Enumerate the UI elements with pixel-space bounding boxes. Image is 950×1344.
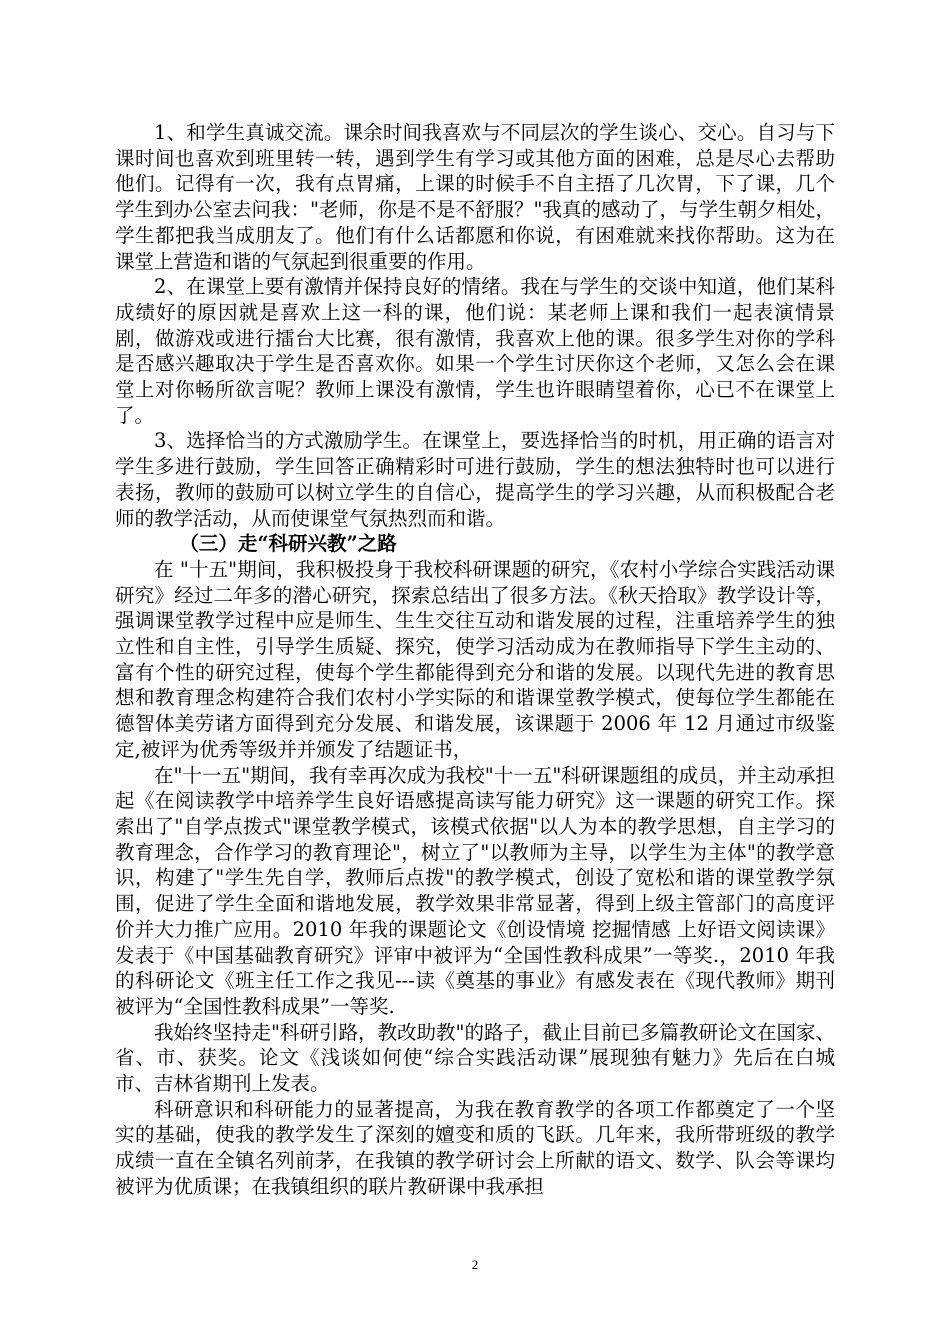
paragraph-3: 3、选择恰当的方式激励学生。在课堂上，要选择恰当的时机，用正确的语言对学生多进行鼓励，学生回答正确精彩时可进行鼓励，学生的想法独特时也可以进行表扬，教师的鼓励可以树立学生的自信心，提高学生的学习兴趣，从而积极配合老师的教学活动，从而使课堂气氛热烈而和谐。 [115,429,835,530]
paragraph-1: 1、和学生真诚交流。课余时间我喜欢与不同层次的学生谈心、交心。自习与下课时间也喜欢到班里转一转，遇到学生有学习或其他方面的困难，总是尽心去帮助他们。记得有一次，我有点胃痛，上课的时候手不自主捂了几次胃，下了课，几个学生到办公室去问我："老师，你是不是不舒服？"我真的感动了，与学生朝夕相处，学生都把我当成朋友了。他们有什么话都愿和你说，有困难就来找你帮助。这为在课堂上营造和谐的气氛起到很重要的作用。 [115,121,835,273]
paragraph-4: 在 "十五"期间，我积极投身于我校科研课题的研究，《农村小学综合实践活动课研究》经过二年多的潜心研究，探索总结出了很多方法。《秋天拾取》教学设计等，强调课堂教学过程中应是师生、生生交往互动和谐发展的过程，注重培养学生的独立性和自主性，引导学生质疑、探究，使学习活动成为在教师指导下学生主动的、富有个性的研究过程，使每个学生都能得到充分和谐的发展。以现代先进的教育思想和教育理念构建符合我们农村小学实际的和谐课堂教学模式，使每位学生都能在德智体美劳诸方面得到充分发展、和谐发展，该课题于 2006 年 12 月通过市级鉴定,被评为优秀等级并并颁发了结题证书， [115,557,835,761]
section-heading: （三）走“科研兴教”之路 [179,532,397,556]
body-text [115,120,835,1200]
paragraph-2: 2、在课堂上要有激情并保持良好的情绪。我在与学生的交谈中知道，他们某科成绩好的原因就是喜欢上这一科的课，他们说：某老师上课和我们一起表演情景剧，做游戏或进行擂台大比赛，很有激情，我喜欢上他的课。很多学生对你的学科是否感兴趣取决于学生是否喜欢你。如果一个学生讨厌你这个老师，又怎么会在课堂上对你畅所欲言呢？教师上课没有激情，学生也许眼睛望着你，心已不在课堂上了。 [115,275,835,427]
paragraph-5: 在"十一五"期间，我有幸再次成为我校"十一五"科研课题组的成员，并主动承担起《在阅读教学中培养学生良好语感提高读写能力研究》这一课题的研究工作。探索出了"自学点拨式"课堂教学模式，该模式依据"以人为本的教学思想，自主学习的教育理念，合作学习的教育理论"，树立了"以教师为主导，以学生为主体"的教学意识，构建了"学生先自学，教师后点拨"的教学模式，创设了宽松和谐的课堂教学氛围，促进了学生全面和谐地发展，教学效果非常显著，得到上级主管部门的高度评价并大力推广应用。2010 年我的课题论文《创设情境 挖掘情感 上好语文阅读课》发表于《中国基础教育研究》评审中被评为“全国性教科成果”一等奖.，2010 年我的科研论文《班主任工作之我见---读《奠基的事业》有感发表在《现代教师》期刊被评为“全国性教科成果”一等奖. [115,763,835,1018]
paragraph-6: 我始终坚持走"科研引路，教改助教"的路子，截止目前已多篇教研论文在国家、省、市、获奖。论文《浅谈如何使“综合实践活动课”展现独有魅力》先后在白城市、吉林省期刊上发表。 [115,1020,835,1096]
paragraph-7: 科研意识和科研能力的显著提高，为我在教育教学的各项工作都奠定了一个坚实的基础，使我的教学发生了深刻的嬗变和质的飞跃。几年来，我所带班级的教学成绩一直在全镇名列前茅，在我镇的教学研讨会上所献的语文、数学、队会等课均被评为优质课；在我镇组织的联片教研课中我承担 [115,1097,835,1198]
page-number: 2 [471,1257,479,1272]
